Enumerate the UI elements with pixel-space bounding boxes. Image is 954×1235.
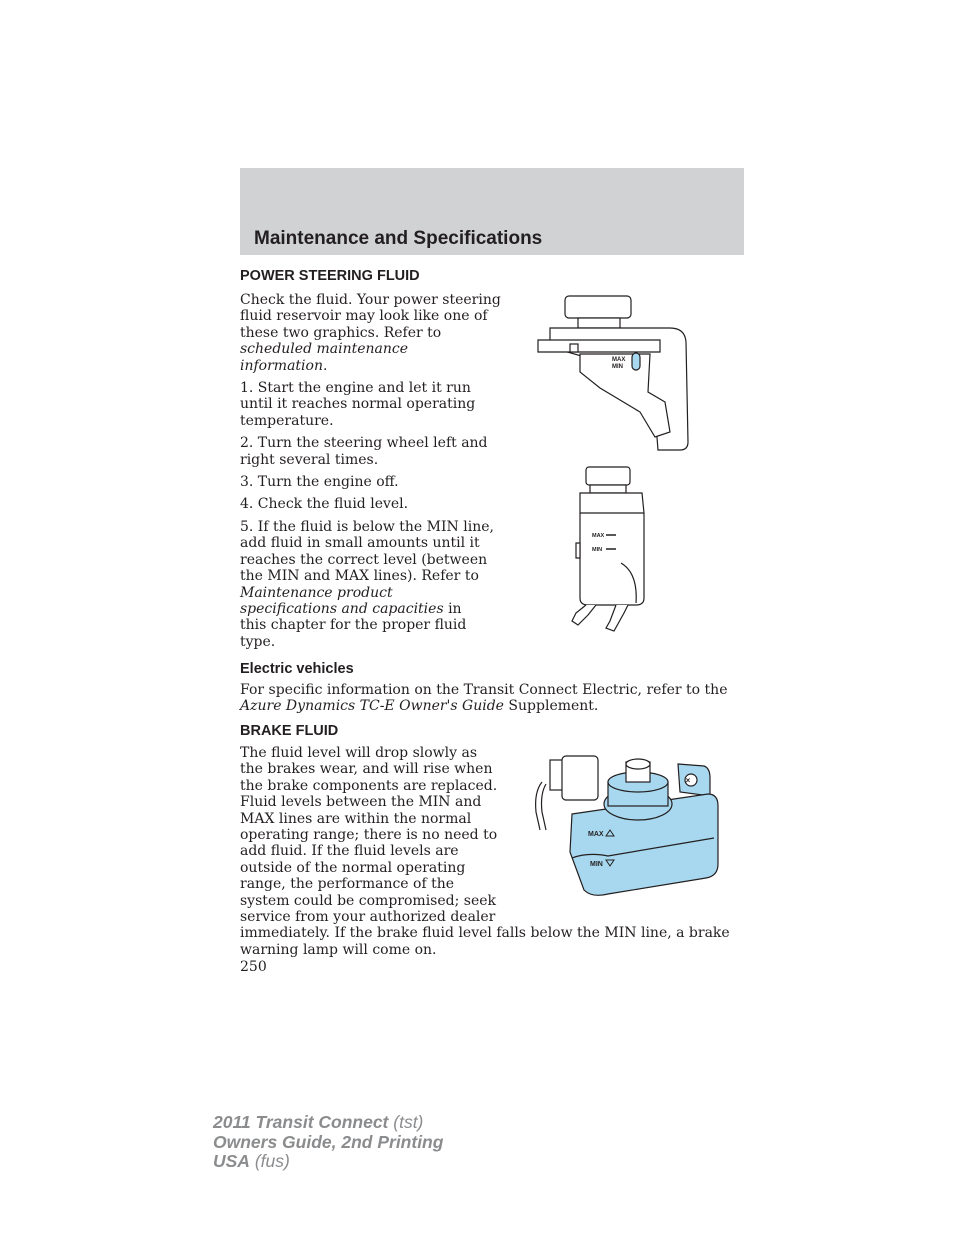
max-label: MAX <box>588 831 604 838</box>
text-line <box>240 698 727 714</box>
text-run: USA <box>213 1151 250 1171</box>
text-line: 1. Start the engine and let it run <box>240 380 471 397</box>
min-label: MIN <box>590 861 603 868</box>
footer-imprint <box>213 1113 443 1172</box>
text-line: service from your authorized dealer <box>240 909 496 926</box>
italic-reference: Azure Dynamics TC-E Owner's Guide <box>240 698 504 715</box>
text-run: in <box>443 600 462 617</box>
reservoir-cap <box>586 467 630 485</box>
page-number: 250 <box>240 959 267 975</box>
text-line <box>240 601 500 617</box>
bolt-slot <box>570 344 578 352</box>
brake-fluid-heading: BRAKE FLUID <box>240 723 339 739</box>
outlet-hose <box>606 605 628 631</box>
text-line: Check the fluid. Your power steering <box>240 292 501 308</box>
reservoir-cap <box>565 296 631 318</box>
text-run: Supplement. <box>503 698 599 715</box>
text-line: add fluid. If the fluid levels are <box>240 843 459 860</box>
outlet-hose <box>572 605 596 625</box>
text-line: range, the performance of the <box>240 876 455 893</box>
power-steering-reservoir-upright-diagram <box>566 463 656 633</box>
step-2 <box>240 435 500 468</box>
text-line: 3. Turn the engine off. <box>240 474 399 491</box>
text-line: immediately. If the brake fluid level falls below the MIN line, a brake <box>240 925 730 942</box>
text-line: The fluid level will drop slowly as <box>240 745 478 761</box>
text-line: temperature. <box>240 412 334 429</box>
mounting-flange <box>538 340 660 352</box>
step-1 <box>240 380 500 429</box>
text-line: the brakes wear, and will rise when <box>240 761 493 778</box>
text-line: the brake components are replaced. <box>240 777 498 794</box>
text-line <box>213 1152 443 1172</box>
cap-sensor-top <box>626 759 650 769</box>
text-run: . <box>322 357 328 374</box>
cap-neck <box>590 485 626 493</box>
italic-reference: scheduled maintenance <box>240 341 409 358</box>
text-line <box>240 585 500 601</box>
text-line: system could be compromised; seek <box>240 892 497 909</box>
step-4 <box>240 496 500 512</box>
text-line: add fluid in small amounts until it <box>240 535 480 552</box>
text-line: the MIN and MAX lines). Refer to <box>240 568 479 585</box>
screw-cross: × <box>685 776 691 785</box>
italic-reference: information <box>240 357 323 374</box>
italic-reference: Maintenance product <box>240 584 393 601</box>
brake-fluid-reservoir-diagram <box>528 752 724 908</box>
sensor-wire <box>542 784 547 830</box>
text-run: (fus) <box>249 1151 290 1171</box>
text-line <box>240 358 500 374</box>
step-3 <box>240 474 500 490</box>
text-line: type. <box>240 633 276 650</box>
text-line: until it reaches normal operating <box>240 396 476 413</box>
min-label: MIN <box>592 547 603 553</box>
text-line <box>240 341 500 357</box>
text-line: warning lamp will come on. <box>240 941 437 958</box>
text-line: Fluid levels between the MIN and <box>240 794 482 811</box>
power-steering-heading: POWER STEERING FLUID <box>240 268 420 284</box>
level-window <box>632 353 640 370</box>
text-line: right several times. <box>240 451 379 468</box>
text-line: reaches the correct level (between <box>240 551 488 568</box>
side-port <box>576 543 580 558</box>
text-line: 2. Turn the steering wheel left and <box>240 435 488 452</box>
min-label: MIN <box>612 364 623 370</box>
text-line: MAX lines are within the normal <box>240 810 472 827</box>
text-run: (tst) <box>388 1112 424 1132</box>
text-line: these two graphics. Refer to <box>240 324 442 341</box>
power-steering-text <box>240 292 500 650</box>
electric-vehicles-heading: Electric vehicles <box>240 661 354 677</box>
text-run: 2011 Transit Connect <box>213 1112 389 1132</box>
text-line: fluid reservoir may look like one of <box>240 308 488 325</box>
intro-paragraph <box>240 292 500 374</box>
text-line: operating range; there is no need to <box>240 827 498 844</box>
step-5 <box>240 519 500 650</box>
section-title: Maintenance and Specifications <box>254 228 543 249</box>
max-label: MAX <box>592 533 605 539</box>
electrical-connector <box>562 756 598 800</box>
text-line: 5. If the fluid is below the MIN line, <box>240 518 494 535</box>
cap-neck <box>578 318 620 328</box>
text-line: 4. Check the fluid level. <box>240 496 409 513</box>
electric-vehicles-text <box>240 682 727 715</box>
power-steering-reservoir-side-diagram <box>530 292 695 457</box>
max-label: MAX <box>612 357 626 363</box>
text-line: For specific information on the Transit Connect Electric, refer to the <box>240 682 728 698</box>
text-line: outside of the normal operating <box>240 859 466 876</box>
italic-reference: specifications and capacities <box>240 600 444 617</box>
text-line: Owners Guide, 2nd Printing <box>213 1131 444 1152</box>
text-line: this chapter for the proper fluid <box>240 617 467 634</box>
text-line <box>213 1113 443 1133</box>
